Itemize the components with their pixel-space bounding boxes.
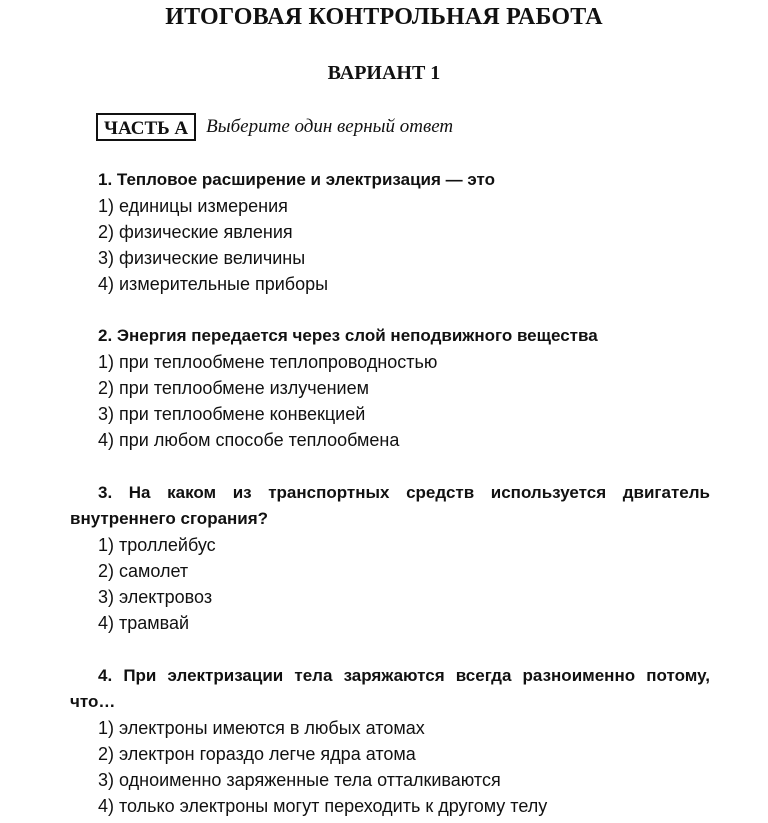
answer-list	[70, 715, 710, 819]
question-text: 4. При электризации тела заряжаются всегда разноименно потому, что…	[70, 666, 710, 711]
part-header	[96, 112, 453, 142]
part-instruction: Выберите один верный ответ	[206, 116, 454, 137]
variant-heading: ВАРИАНТ 1	[327, 62, 441, 84]
answer-list	[70, 349, 710, 453]
page-title: ИТОГОВАЯ КОНТРОЛЬНАЯ РАБОТА	[165, 4, 603, 30]
answer-option[interactable]: 4) измерительные приборы	[98, 274, 329, 294]
answer-option[interactable]: 2) физические явления	[98, 222, 293, 242]
answer-option[interactable]: 1) троллейбус	[98, 535, 216, 555]
answer-option[interactable]: 3) при теплообмене конвекцией	[98, 404, 366, 424]
answer-list	[70, 532, 710, 636]
answer-option[interactable]: 3) электровоз	[98, 587, 213, 607]
answer-option[interactable]: 1) электроны имеются в любых атомах	[98, 718, 425, 738]
question-text: 3. На каком из транспортных средств используется двигатель внутреннего сгорания?	[70, 483, 710, 528]
answer-option[interactable]: 2) электрон гораздо легче ядра атома	[98, 744, 416, 764]
answer-option[interactable]: 2) самолет	[98, 561, 189, 581]
answer-option[interactable]: 3) физические величины	[98, 248, 306, 268]
question-4	[70, 663, 710, 819]
question-3	[70, 480, 710, 636]
answer-option[interactable]: 1) при теплообмене теплопроводностью	[98, 352, 438, 372]
question-text: 1. Тепловое расширение и электризация — это	[98, 170, 495, 189]
answer-option[interactable]: 4) при любом способе теплообмена	[98, 430, 400, 450]
question-2	[70, 323, 710, 453]
answer-option[interactable]: 4) только электроны могут переходить к другому телу	[98, 796, 548, 816]
answer-option[interactable]: 2) при теплообмене излучением	[98, 378, 369, 398]
answer-option[interactable]: 3) одноименно заряженные тела отталкиваются	[98, 770, 501, 790]
part-label-box: ЧАСТЬ А	[96, 113, 196, 141]
answer-option[interactable]: 4) трамвай	[98, 613, 190, 633]
answer-option[interactable]: 1) единицы измерения	[98, 196, 288, 216]
answer-list	[70, 193, 710, 297]
question-text: 2. Энергия передается через слой неподвижного вещества	[98, 326, 598, 345]
question-1	[70, 167, 710, 297]
